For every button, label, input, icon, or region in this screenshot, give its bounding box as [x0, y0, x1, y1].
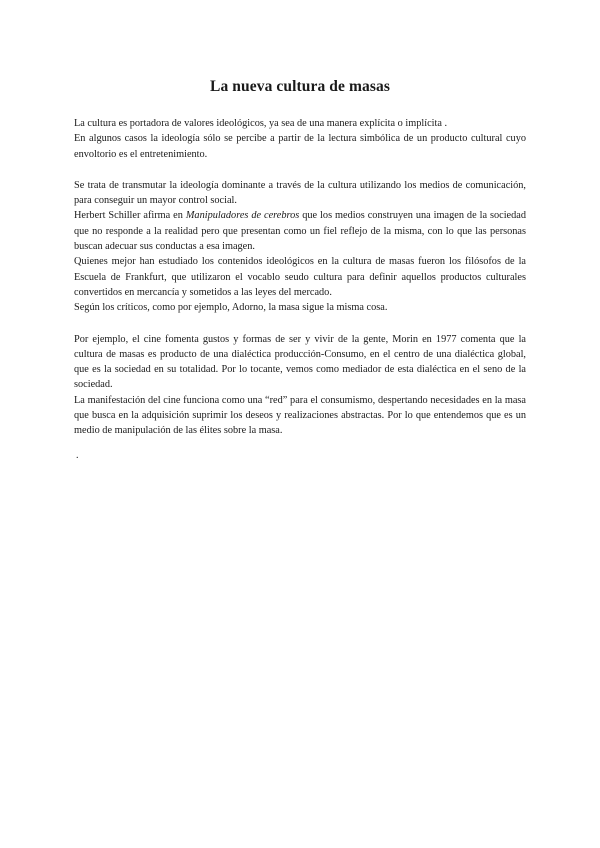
paragraph-4: [74, 208, 526, 254]
paragraph-gap: [74, 162, 526, 178]
document-page: [74, 78, 526, 463]
paragraph-6: Según los críticos, como por ejemplo, Adorno, la masa sigue la misma cosa.: [74, 302, 388, 314]
paragraph-1: La cultura es portadora de valores ideológicos, ya sea de una manera explícita o implícita .: [74, 118, 448, 129]
paragraph-7: Por ejemplo, el cine fomenta gustos y formas de ser y vivir de la gente, Morin en 1977 comenta que la cultura de masas es producto de una dialéctica producción-Consumo, en el centro de una dialéctica global, que es la sociedad en su totalidad. Por lo tocante, vemos como mediador de esta dialéctica en el seno de la sociedad.: [74, 333, 526, 391]
paragraph-2: En algunos casos la ideología sólo se percibe a partir de la lectura simbólica de un producto cultural cuyo envoltorio es el entretenimiento.: [74, 133, 526, 160]
paragraph-8: La manifestación del cine funciona como una “red” para el consumismo, despertando necesidades en la masa que busca en la adquisición suprimir los deseos y realizaciones abstractas. Por lo que entendemos que es un medio de manipulación de las élites sobre la masa.: [74, 394, 526, 437]
paragraph-gap: [74, 316, 526, 332]
document-title: La nueva cultura de masas: [210, 78, 390, 95]
paragraph-4-before: Herbert Schiller afirma en: [74, 210, 186, 222]
paragraph-5: Quienes mejor han estudiado los contenidos ideológicos en la cultura de masas fueron los filósofos de la Escuela de Frankfurt, que utilizaron el vocablo seudo cultura para definir aquellos productos culturales convertidos en mercancía y sometidos a las leyes del mercado.: [74, 256, 526, 298]
paragraph-3: Se trata de transmutar la ideología dominante a través de la cultura utilizando los medios de comunicación, para conseguir un mayor control social.: [74, 179, 526, 207]
trailing-mark: .: [76, 449, 79, 461]
paragraph-4-after: que los medios construyen una imagen de la sociedad que no responde a la realidad pero que presentan como un fiel reflejo de la misma, con lo que las personas buscan adecuar sus conductas a esa imagen.: [74, 210, 526, 253]
book-title: Manipuladores de cerebros: [185, 210, 300, 222]
